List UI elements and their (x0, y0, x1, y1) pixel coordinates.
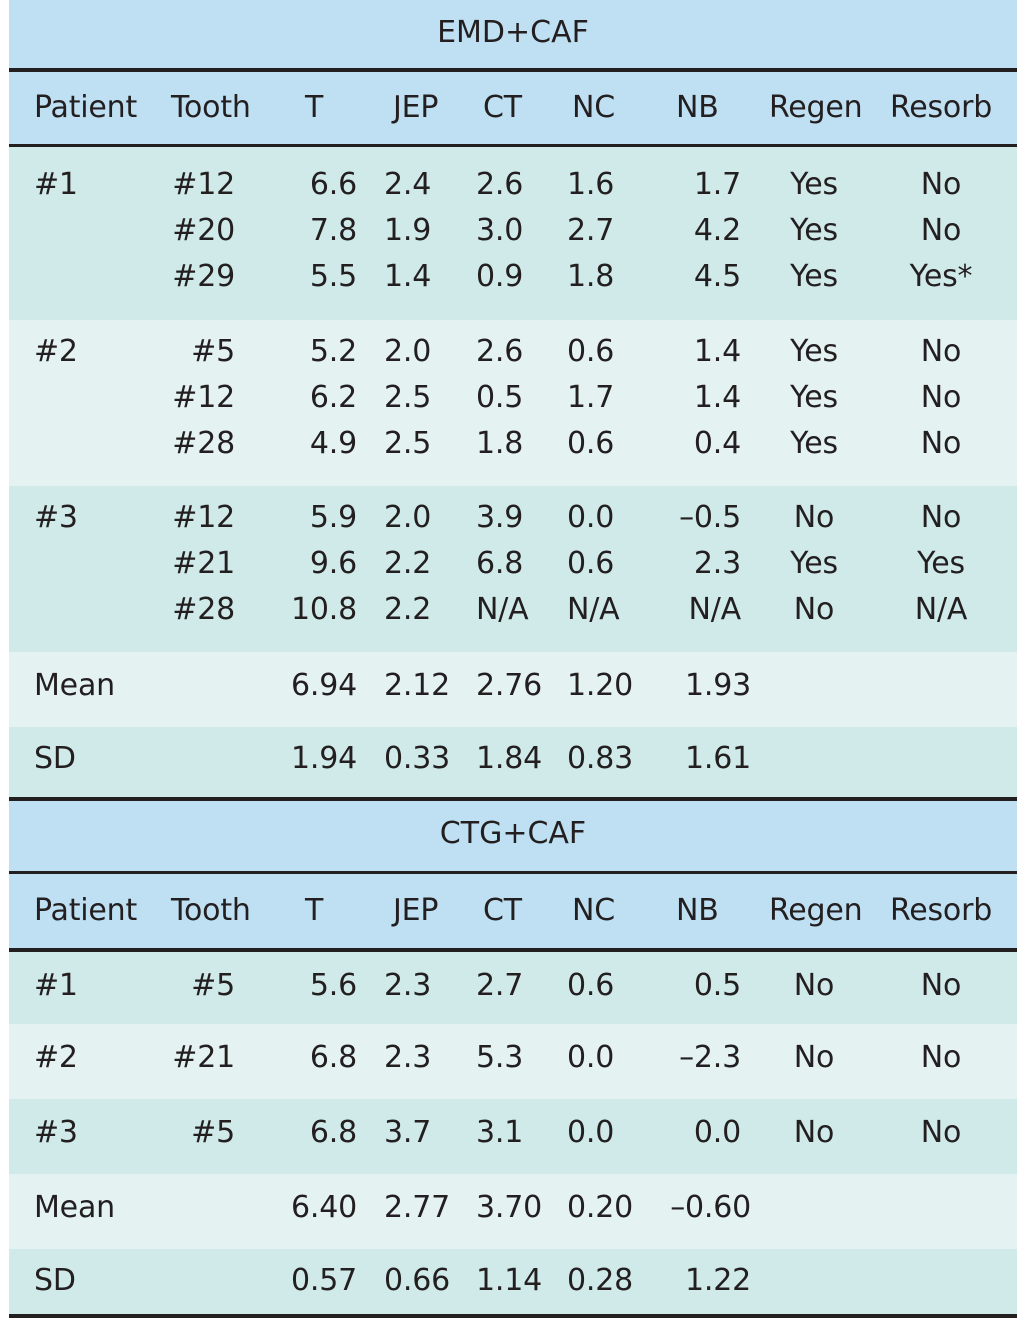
patient-group (9, 486, 1017, 652)
tooth-cell: #21 (172, 546, 235, 581)
jep-cell: 2.77 (384, 1190, 450, 1225)
summary-label: Mean (34, 1190, 115, 1225)
jep-cell: 1.4 (384, 259, 432, 294)
nc-cell: 1.20 (567, 668, 633, 703)
header-patient: Patient (34, 90, 138, 125)
section-title-band (9, 0, 1017, 68)
tooth-cell: #5 (191, 334, 235, 369)
resorb-cell: No (920, 1040, 962, 1075)
tooth-cell: #28 (172, 592, 235, 627)
header-jep: JEP (393, 90, 439, 125)
summary-label: SD (34, 1263, 76, 1298)
patient-id: #2 (34, 334, 78, 369)
resorb-cell: Yes* (909, 259, 973, 294)
ct-cell: 3.1 (476, 1115, 524, 1150)
summary-row-sd (9, 1249, 1017, 1314)
resorb-cell: No (920, 213, 962, 248)
regen-cell: Yes (790, 546, 838, 581)
nc-cell: 0.28 (567, 1263, 633, 1298)
jep-cell: 3.7 (384, 1115, 432, 1150)
t-cell: 5.5 (309, 259, 357, 294)
resorb-cell: No (920, 1115, 962, 1150)
ct-cell: 6.8 (476, 546, 524, 581)
resorb-cell: No (920, 500, 962, 535)
nb-cell: 1.93 (685, 668, 751, 703)
nc-cell: 0.6 (567, 546, 615, 581)
regen-cell: Yes (790, 167, 838, 202)
nc-cell: 1.6 (567, 167, 615, 202)
header-tooth: Tooth (171, 893, 251, 928)
jep-cell: 2.5 (384, 380, 432, 415)
jep-cell: 2.4 (384, 167, 432, 202)
jep-cell: 2.2 (384, 592, 432, 627)
tooth-cell: #12 (172, 167, 235, 202)
nb-cell: 1.4 (693, 334, 741, 369)
patient-group (9, 147, 1017, 320)
patient-id: #2 (34, 1040, 78, 1075)
header-patient: Patient (34, 893, 138, 928)
jep-cell: 0.33 (384, 741, 450, 776)
t-cell: 5.9 (309, 500, 357, 535)
header-jep: JEP (393, 893, 439, 928)
jep-cell: 1.9 (384, 213, 432, 248)
summary-label: SD (34, 741, 76, 776)
t-cell: 7.8 (309, 213, 357, 248)
header-nc: NC (572, 90, 615, 125)
nb-cell: –0.60 (670, 1190, 751, 1225)
jep-cell: 2.0 (384, 500, 432, 535)
ct-cell: 1.8 (476, 426, 524, 461)
header-nc: NC (572, 893, 615, 928)
ct-cell: 2.7 (476, 968, 524, 1003)
header-t: T (305, 893, 324, 928)
ct-cell: 3.9 (476, 500, 524, 535)
jep-cell: 2.2 (384, 546, 432, 581)
nb-cell: 1.7 (693, 167, 741, 202)
nc-cell: 0.0 (567, 1115, 615, 1150)
results-table (9, 0, 1017, 1318)
nb-cell: 0.4 (693, 426, 741, 461)
summary-row-mean (9, 1174, 1017, 1249)
summary-row-sd (9, 727, 1017, 797)
resorb-cell: No (920, 380, 962, 415)
tooth-cell: #12 (172, 380, 235, 415)
resorb-cell: No (920, 167, 962, 202)
tooth-cell: #29 (172, 259, 235, 294)
header-resorb: Resorb (889, 90, 993, 125)
patient-group (9, 1099, 1017, 1174)
regen-cell: Yes (790, 259, 838, 294)
t-cell: 6.8 (309, 1115, 357, 1150)
patient-group (9, 1024, 1017, 1099)
regen-cell: No (793, 1040, 835, 1075)
header-t: T (305, 90, 324, 125)
regen-cell: No (793, 968, 835, 1003)
ct-cell: 3.0 (476, 213, 524, 248)
jep-cell: 2.5 (384, 426, 432, 461)
nb-cell: 1.22 (685, 1263, 751, 1298)
section-title: CTG+CAF (439, 816, 587, 851)
ct-cell: 2.6 (476, 167, 524, 202)
header-ct: CT (483, 90, 522, 125)
t-cell: 0.57 (291, 1263, 357, 1298)
regen-cell: No (793, 592, 835, 627)
t-cell: 4.9 (309, 426, 357, 461)
header-ct: CT (483, 893, 522, 928)
patient-group (9, 952, 1017, 1024)
tooth-cell: #5 (191, 1115, 235, 1150)
jep-cell: 0.66 (384, 1263, 450, 1298)
jep-cell: 2.3 (384, 968, 432, 1003)
nc-cell: 0.20 (567, 1190, 633, 1225)
header-row (9, 874, 1017, 948)
ct-cell: 0.9 (476, 259, 524, 294)
patient-id: #1 (34, 167, 78, 202)
header-nb: NB (676, 90, 719, 125)
tooth-cell: #12 (172, 500, 235, 535)
ct-cell: N/A (476, 592, 529, 627)
header-row (9, 72, 1017, 144)
patient-id: #3 (34, 500, 78, 535)
nb-cell: 4.5 (693, 259, 741, 294)
ct-cell: 1.14 (476, 1263, 542, 1298)
section-title: EMD+CAF (437, 15, 589, 50)
ct-cell: 5.3 (476, 1040, 524, 1075)
resorb-cell: Yes (917, 546, 965, 581)
nc-cell: 1.7 (567, 380, 615, 415)
ct-cell: 0.5 (476, 380, 524, 415)
nc-cell: 0.6 (567, 334, 615, 369)
t-cell: 6.40 (291, 1190, 357, 1225)
patient-group (9, 320, 1017, 486)
nc-cell: 0.83 (567, 741, 633, 776)
header-nb: NB (676, 893, 719, 928)
resorb-cell: No (920, 334, 962, 369)
nb-cell: 1.61 (685, 741, 751, 776)
jep-cell: 2.3 (384, 1040, 432, 1075)
nc-cell: 2.7 (567, 213, 615, 248)
tooth-cell: #5 (191, 968, 235, 1003)
nc-cell: 0.0 (567, 1040, 615, 1075)
ct-cell: 1.84 (476, 741, 542, 776)
regen-cell: Yes (790, 426, 838, 461)
nb-cell: 2.3 (693, 546, 741, 581)
t-cell: 6.8 (309, 1040, 357, 1075)
t-cell: 6.94 (291, 668, 357, 703)
ct-cell: 3.70 (476, 1190, 542, 1225)
summary-label: Mean (34, 668, 115, 703)
t-cell: 1.94 (291, 741, 357, 776)
patient-id: #3 (34, 1115, 78, 1150)
t-cell: 9.6 (309, 546, 357, 581)
jep-cell: 2.0 (384, 334, 432, 369)
nb-cell: 1.4 (693, 380, 741, 415)
ct-cell: 2.76 (476, 668, 542, 703)
nb-cell: 0.5 (693, 968, 741, 1003)
jep-cell: 2.12 (384, 668, 450, 703)
header-regen: Regen (769, 90, 863, 125)
nc-cell: N/A (567, 592, 620, 627)
tooth-cell: #28 (172, 426, 235, 461)
resorb-cell: No (920, 426, 962, 461)
tooth-cell: #20 (172, 213, 235, 248)
nc-cell: 0.0 (567, 500, 615, 535)
regen-cell: No (793, 1115, 835, 1150)
t-cell: 6.2 (309, 380, 357, 415)
tooth-cell: #21 (172, 1040, 235, 1075)
summary-row-mean (9, 652, 1017, 727)
nb-cell: –0.5 (679, 500, 741, 535)
t-cell: 6.6 (309, 167, 357, 202)
nb-cell: 0.0 (693, 1115, 741, 1150)
section-title-band (9, 801, 1017, 871)
header-regen: Regen (769, 893, 863, 928)
nb-cell: N/A (688, 592, 741, 627)
t-cell: 5.6 (309, 968, 357, 1003)
t-cell: 5.2 (309, 334, 357, 369)
nb-cell: –2.3 (679, 1040, 741, 1075)
regen-cell: Yes (790, 380, 838, 415)
resorb-cell: No (920, 968, 962, 1003)
resorb-cell: N/A (914, 592, 968, 627)
header-resorb: Resorb (889, 893, 993, 928)
nc-cell: 1.8 (567, 259, 615, 294)
nc-cell: 0.6 (567, 968, 615, 1003)
t-cell: 10.8 (291, 592, 357, 627)
rule (9, 1314, 1017, 1318)
header-tooth: Tooth (171, 90, 251, 125)
patient-id: #1 (34, 968, 78, 1003)
ct-cell: 2.6 (476, 334, 524, 369)
regen-cell: Yes (790, 213, 838, 248)
regen-cell: Yes (790, 334, 838, 369)
regen-cell: No (793, 500, 835, 535)
nb-cell: 4.2 (693, 213, 741, 248)
nc-cell: 0.6 (567, 426, 615, 461)
